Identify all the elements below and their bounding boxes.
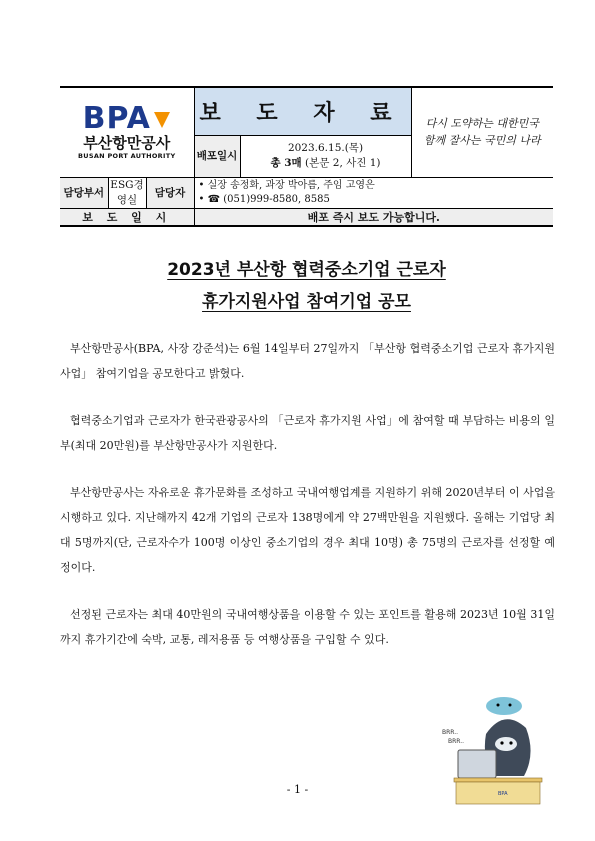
small-mascot-icon (486, 697, 522, 715)
embargo-value: 배포 즉시 보도 가능합니다. (194, 208, 553, 226)
department-label: 담당부서 (60, 177, 108, 208)
contact-value (194, 177, 553, 208)
paragraph-2: 협력중소기업과 근로자가 한국관광공사의 「근로자 휴가지원 사업」에 참여할 때 부담하는 비용의 일부(최대 20만원)를 부산항만공사가 지원한다. (60, 414, 555, 452)
department-value: ESG경영실 (108, 177, 146, 208)
contact-names: • 실장 송정화, 과장 박아름, 주임 고영은 (198, 179, 375, 191)
contact-label: 담당자 (146, 177, 194, 208)
logo-english-name: BUSAN PORT AUTHORITY (78, 152, 176, 161)
speech-text-2: BRR.. (448, 738, 465, 745)
paragraph-1: 부산항만공사(BPA, 사장 강준석)는 6월 14일부터 27일까지 「부산항 협력중소기업 근로자 휴가지원사업」 참여기업을 공모한다고 밝혔다. (60, 342, 555, 380)
paragraph-4: 선정된 근로자는 최대 40만원의 국내여행상품을 이용할 수 있는 포인트를 활용해 2023년 10월 31일까지 휴가기간에 숙박, 교통, 레저용품 등 여행상품을 구입할 수 있다. (60, 608, 555, 646)
page-count: 총 3매 (본문 2, 사진 1) (270, 157, 381, 169)
page-number: - 1 - (286, 783, 309, 796)
headline (60, 254, 553, 318)
paragraph-3: 부산항만공사는 자유로운 휴가문화를 조성하고 국내여행업계를 지원하기 위해 2020년부터 이 사업을 시행하고 있다. 지난해까지 42개 기업의 근로자 138명에게 약 27백만원을 지원했다. 올해는 기업당 최대 5명까지(단, 근로자수가 100명 이상인 중소기업의 경우 최대 10명) 총 75명의 근로자를 선정할 예정이다. (60, 486, 555, 574)
monitor-icon (458, 750, 496, 778)
logo-triangle-icon (153, 110, 171, 130)
article-body (60, 336, 555, 674)
slogan (411, 87, 553, 177)
contact-phone: • ☎ (051)999-8580, 8585 (198, 193, 330, 205)
press-release-title: 보 도 자 료 (194, 87, 411, 135)
logo-mark: BPA (60, 104, 194, 134)
release-date-value (240, 135, 411, 177)
slogan-line-1: 다시 도약하는 대한민국 (425, 117, 539, 131)
release-date-label: 배포일시 (194, 135, 240, 177)
desk-top (454, 778, 542, 782)
headline-line-2: 휴가지원사업 참여기업 공모 (202, 292, 411, 312)
speech-text-1: BRR.. (442, 729, 459, 736)
press-header-table (60, 86, 553, 227)
logo (60, 87, 194, 177)
logo-korean-name: 부산항만공사 (83, 134, 171, 153)
desk-logo-text: BPA (498, 791, 508, 797)
embargo-label: 보 도 일 시 (60, 208, 194, 226)
headline-line-1: 2023년 부산항 협력중소기업 근로자 (167, 260, 446, 280)
release-date: 2023.6.15.(목) (287, 142, 364, 154)
slogan-line-2: 함께 잘사는 국민의 나라 (423, 134, 541, 148)
